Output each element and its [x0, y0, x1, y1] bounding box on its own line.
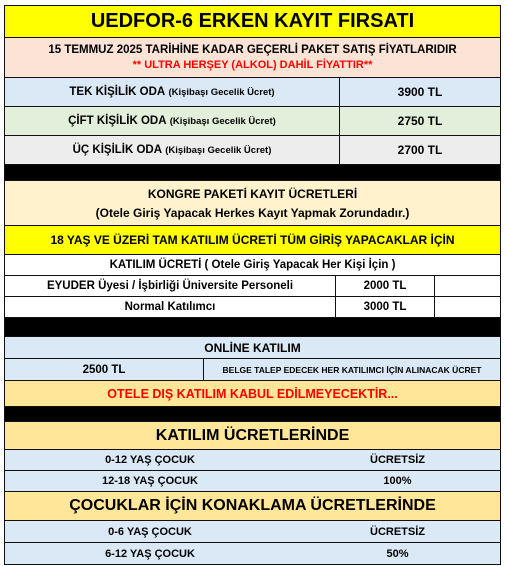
- room-row-single: [4, 78, 501, 107]
- room-name: TEK KİŞİLİK ODA: [69, 86, 166, 98]
- room-price: 3900 TL: [339, 78, 500, 106]
- room-row-triple: [4, 136, 501, 165]
- fee-header: [4, 255, 501, 276]
- validity-notice: [4, 38, 501, 78]
- warning-text: OTELE DIŞ KATILIM KABUL EDİLMEYECEKTİR...: [107, 386, 398, 401]
- room-note: (Kişibaşı Gecelik Ücret): [169, 115, 276, 127]
- age-label: 12-18 YAŞ ÇOCUK: [102, 475, 198, 487]
- fee-price: 2000 TL: [335, 276, 435, 296]
- participation-row: [4, 471, 501, 492]
- room-price: 2700 TL: [339, 136, 500, 164]
- fee-label: Normal Katılımcı: [124, 301, 216, 313]
- age-value: ÜCRETSİZ: [370, 525, 425, 538]
- fee-row-normal: [4, 297, 501, 318]
- fee-label: EYUDER Üyesi / İşbirliği Üniversite Personeli: [46, 280, 294, 292]
- age-value: 100%: [383, 475, 412, 487]
- fee-price: 3000 TL: [335, 297, 435, 317]
- online-header: [4, 337, 501, 359]
- full-fee-banner: [4, 226, 501, 255]
- price-table: [4, 5, 501, 565]
- room-label: [5, 78, 339, 106]
- full-fee-text: 18 YAŞ VE ÜZERİ TAM KATILIM ÜCRETİ TÜM GİRİŞ YAPACAKLAR İÇİN: [50, 233, 455, 247]
- accommodation-fees-title: ÇOCUKLAR İÇİN KONAKLAMA ÜCRETLERİNDE: [69, 497, 436, 514]
- room-name: ÇİFT KİŞİLİK ODA: [68, 115, 167, 127]
- room-row-double: [4, 107, 501, 136]
- divider-bar: [4, 407, 501, 422]
- page-title-text: UEDFOR-6 ERKEN KAYIT FIRSATI: [90, 10, 415, 32]
- age-value: 50%: [386, 547, 409, 560]
- validity-line-2: ** ULTRA HERŞEY (ALKOL) DAHİL FİYATTIR**: [132, 59, 373, 71]
- divider-bar: [4, 318, 501, 337]
- online-row: [4, 359, 501, 381]
- warning-banner: [4, 381, 501, 407]
- accommodation-fees-header: [4, 492, 501, 521]
- divider-bar: [4, 165, 501, 181]
- online-price: 2500 TL: [82, 363, 126, 376]
- accommodation-row: [4, 543, 501, 565]
- age-label: 0-6 YAŞ ÇOCUK: [108, 525, 192, 538]
- age-label: 6-12 YAŞ ÇOCUK: [105, 547, 195, 560]
- online-note: BELGE TALEP EDECEK HER KATILIMCI İÇİN ALINACAK ÜCRET: [203, 359, 500, 380]
- participation-fees-header: [4, 422, 501, 450]
- age-label: 0-12 YAŞ ÇOCUK: [105, 454, 195, 466]
- page-title: [4, 5, 501, 38]
- room-label: [5, 136, 339, 164]
- fee-header-text: KATILIM ÜCRETİ ( Otele Giriş Yapacak Her Kişi İçin ): [109, 259, 396, 271]
- accommodation-row: [4, 521, 501, 543]
- participation-row: [4, 450, 501, 471]
- room-note: (Kişibaşı Gecelik Ücret): [168, 86, 275, 98]
- participation-fees-title: KATILIM ÜCRETLERİNDE: [155, 426, 350, 444]
- congress-title: KONGRE PAKETİ KAYIT ÜCRETLERİ: [147, 186, 358, 201]
- room-name: ÜÇ KİŞİLİK ODA: [72, 144, 163, 156]
- room-price: 2750 TL: [339, 107, 500, 135]
- age-value: ÜCRETSİZ: [370, 454, 425, 466]
- online-title: ONLİNE KATILIM: [204, 340, 301, 355]
- congress-subtitle: (Otele Giriş Yapacak Herkes Kayıt Yapmak Zorundadır.): [95, 205, 410, 220]
- room-label: [5, 107, 339, 135]
- congress-package-header: [4, 181, 501, 226]
- fee-row-member: [4, 276, 501, 297]
- room-note: (Kişibaşı Gecelik Ücret): [165, 144, 272, 156]
- validity-line-1: 15 TEMMUZ 2025 TARİHİNE KADAR GEÇERLİ PAKET SATIŞ FİYATLARIDIR: [48, 44, 457, 56]
